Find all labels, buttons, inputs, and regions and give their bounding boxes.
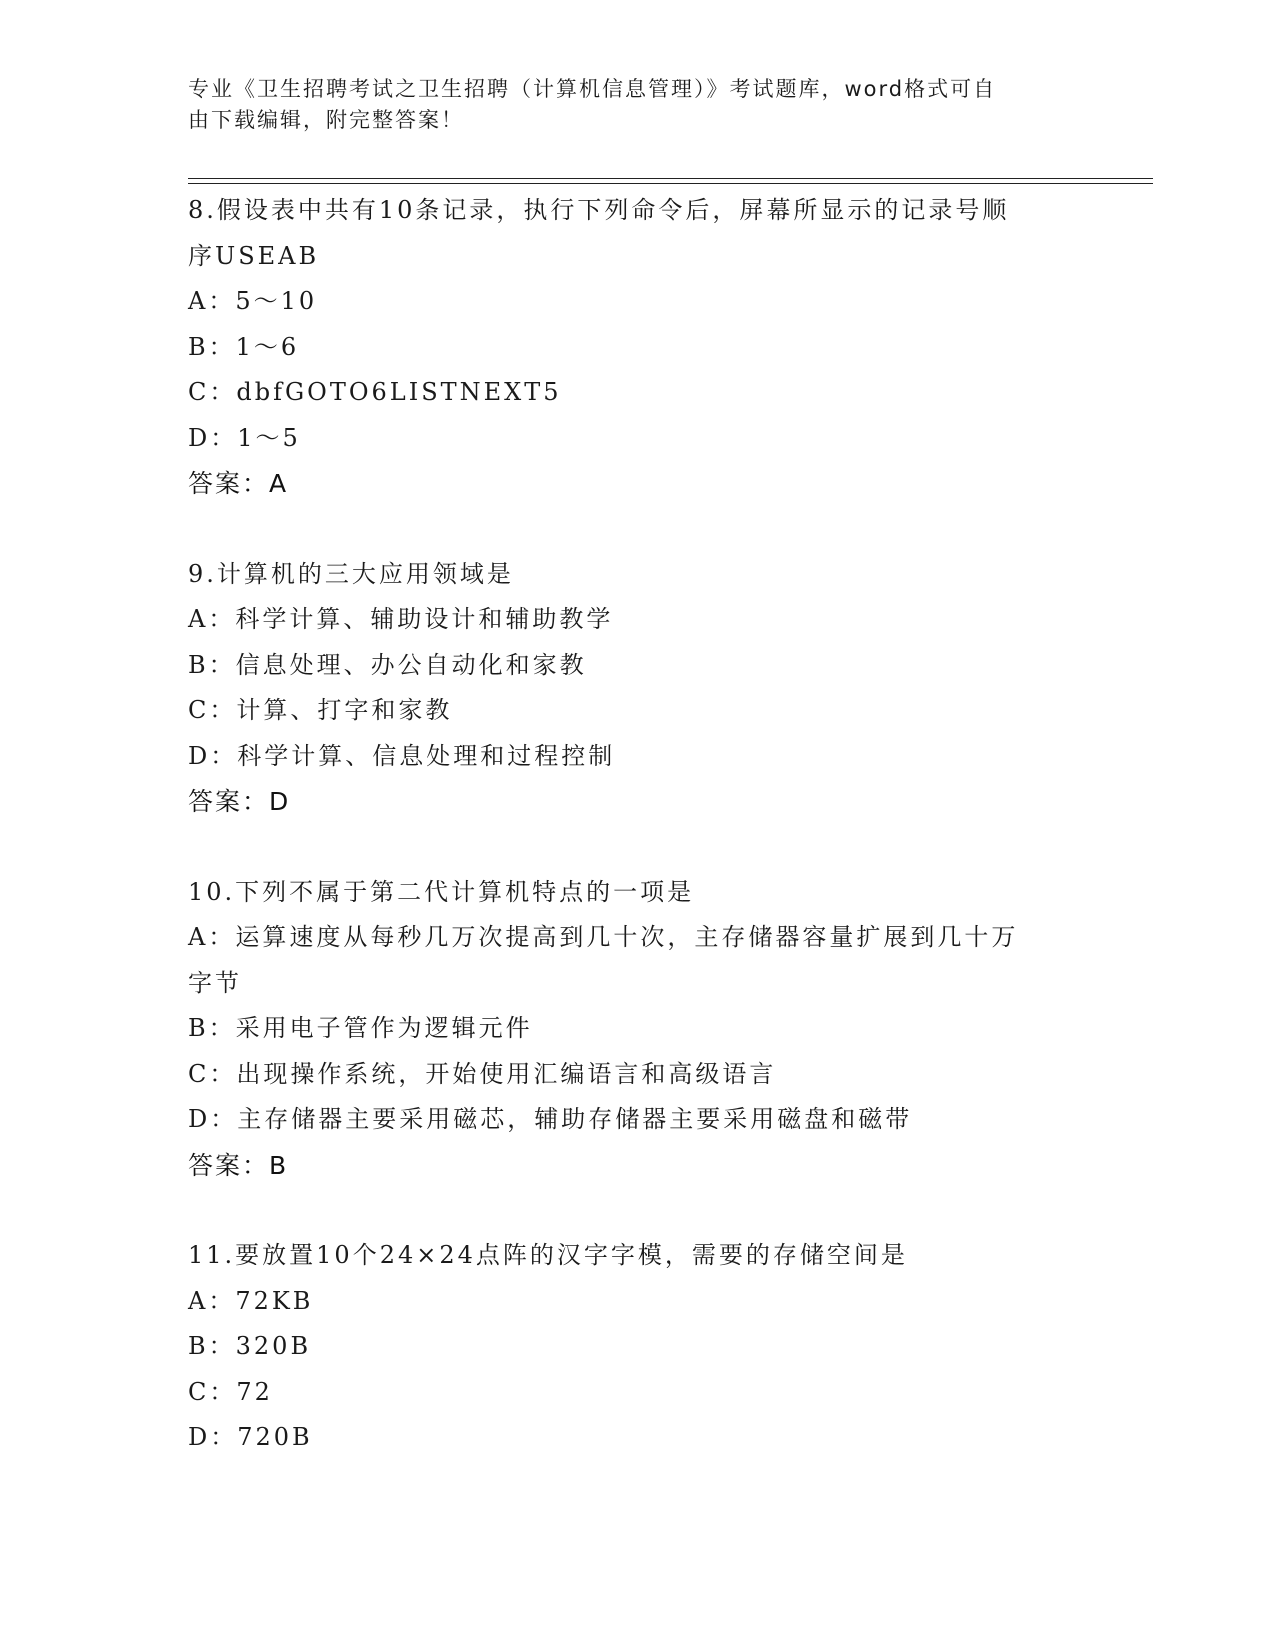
option-d: D：科学计算、信息处理和过程控制: [188, 741, 616, 770]
question-list: [188, 188, 1148, 1461]
option-b: B：320B: [188, 1332, 312, 1360]
question-stem: 序USEAB: [188, 241, 320, 270]
header-divider: [188, 178, 1153, 179]
option-d: D：720B: [188, 1423, 313, 1451]
option-c: C：出现操作系统，开始使用汇编语言和高级语言: [188, 1059, 777, 1088]
answer: 答案：D: [188, 787, 291, 816]
option-a: A：运算速度从每秒几万次提高到几十次，主存储器容量扩展到几十万: [188, 923, 1019, 951]
question-8: [188, 188, 1148, 507]
answer: 答案：A: [188, 469, 289, 498]
header-line: 由下载编辑，附完整答案！: [188, 108, 464, 132]
option-a-continued: 字节: [188, 968, 242, 997]
option-b: B：信息处理、办公自动化和家教: [188, 650, 587, 679]
question-stem: 8.假设表中共有10条记录，执行下列命令后，屏幕所显示的记录号顺: [188, 196, 1010, 224]
question-9: [188, 552, 1148, 825]
option-c: C：dbfGOTO6LISTNEXT5: [188, 378, 562, 406]
option-b: B：采用电子管作为逻辑元件: [188, 1014, 533, 1042]
option-b: B：1～6: [188, 332, 300, 361]
header-divider: [188, 183, 1153, 184]
question-stem: 9.计算机的三大应用领域是: [188, 559, 514, 588]
option-a: A：72KB: [188, 1286, 314, 1315]
option-c: C：计算、打字和家教: [188, 696, 453, 724]
answer: 答案：B: [188, 1150, 289, 1180]
option-d: D：1～5: [188, 423, 301, 452]
option-a: A：5～10: [188, 287, 318, 315]
document-header: [188, 74, 1088, 136]
option-a: A：科学计算、辅助设计和辅助教学: [188, 605, 614, 633]
question-10: [188, 870, 1148, 1189]
question-stem: 11.要放置10个24×24点阵的汉字字模，需要的存储空间是: [188, 1241, 908, 1269]
option-d: D：主存储器主要采用磁芯，辅助存储器主要采用磁盘和磁带: [188, 1105, 913, 1133]
header-line: 专业《卫生招聘考试之卫生招聘（计算机信息管理）》考试题库，word格式可自: [188, 77, 997, 101]
question-11: [188, 1233, 1148, 1461]
question-stem: 10.下列不属于第二代计算机特点的一项是: [188, 877, 695, 906]
option-c: C：72: [188, 1377, 273, 1406]
